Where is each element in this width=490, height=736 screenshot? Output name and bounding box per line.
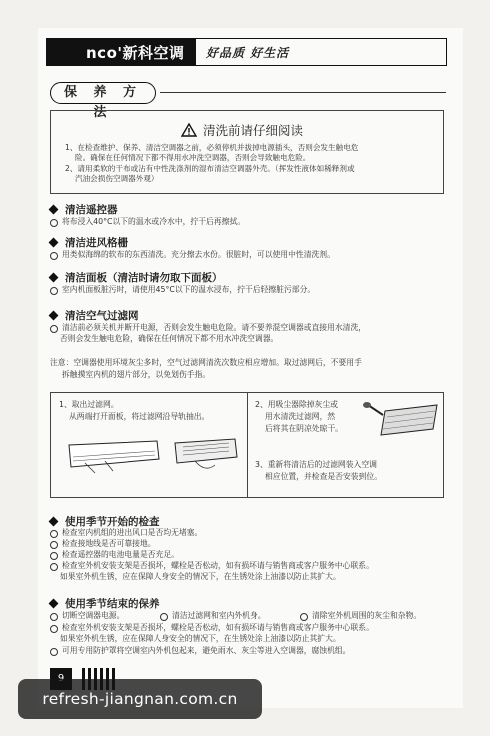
- circle-bullet-icon: [50, 325, 58, 333]
- list-item: [300, 611, 421, 621]
- illustration-divider: [247, 393, 248, 497]
- air-conditioner-illustration: [65, 437, 245, 477]
- section-heading-text: 清洁空气过滤网: [65, 310, 139, 322]
- list-item: [50, 539, 156, 549]
- list-item: [50, 250, 335, 260]
- step-2-line: 后将其在阴凉处晾干。: [265, 424, 343, 433]
- list-item-continued: 否则会发生触电危险，确保在任何情况下都不用水冲洗空调器。: [60, 334, 279, 343]
- circle-bullet-icon: [50, 613, 58, 621]
- step-2-line: 用水清洗过滤网，然: [265, 412, 336, 421]
- list-item: [160, 611, 266, 621]
- list-item-text: 检查遥控器的电池电量是否充足。: [62, 550, 179, 559]
- step-1-desc: 从两端打开面板，将过滤网沿导轨抽出。: [69, 412, 210, 421]
- list-item: [50, 550, 179, 560]
- section-heading-text: 清洁进风格栅: [65, 237, 128, 249]
- circle-bullet-icon: [50, 252, 58, 260]
- diamond-bullet-icon: [49, 205, 59, 215]
- brand-header: [46, 38, 447, 66]
- diamond-bullet-icon: [49, 311, 59, 321]
- note-line: 注意：空调器使用环境灰尘多时，空气过滤网清洗次数应相应增加。取过滤网后，不要用手: [50, 358, 362, 367]
- step-1-title: 1、取出过滤网。: [59, 400, 119, 409]
- list-item-text: 清洁过滤网和室内外机身。: [172, 611, 266, 620]
- circle-bullet-icon: [50, 563, 58, 571]
- warning-line: 汽油会损伤空调器外观）: [75, 174, 159, 183]
- circle-bullet-icon: [50, 287, 58, 295]
- warning-line: 2、请用柔软的干布或沾有中性洗涤剂的湿布清洁空调器外壳。（挥发性液体如稀释剂或: [65, 164, 355, 173]
- section-heading: [50, 202, 118, 217]
- circle-bullet-icon: [300, 613, 308, 621]
- section-heading: [50, 235, 128, 250]
- list-item-text: 将布浸入40°C以下的温水或冷水中，拧干后再擦拭。: [62, 217, 245, 226]
- section-heading: [50, 596, 160, 611]
- circle-bullet-icon: [50, 625, 58, 633]
- list-item-text: 清除室外机周围的灰尘和杂物。: [312, 611, 422, 620]
- warning-icon: [181, 123, 197, 137]
- diamond-bullet-icon: [49, 238, 59, 248]
- list-item: [50, 561, 374, 571]
- circle-bullet-icon: [50, 648, 58, 656]
- list-item-text: 检查室外机安装支架是否损坏，螺栓是否松动，如有损坏请与销售商或客户服务中心联系。: [62, 623, 374, 632]
- brand-logo: nco'新科空调: [46, 39, 196, 65]
- watermark: refresh-jiangnan.com.cn: [18, 679, 262, 719]
- circle-bullet-icon: [50, 530, 58, 538]
- section-heading-text: 使用季节结束的保养: [65, 598, 160, 610]
- circle-bullet-icon: [50, 552, 58, 560]
- section-heading-text: 清洁面板（清洁时请勿取下面板）: [65, 272, 223, 284]
- list-item: [50, 611, 124, 621]
- section-title: 保 养 方 法: [50, 82, 156, 104]
- note-text: [50, 357, 445, 381]
- list-item-text: 检查接地线是否可靠接地。: [62, 539, 156, 548]
- list-item-text: 可用专用防护罩将空调室内外机包起来，避免雨水、灰尘等进入空调器，腐蚀机组。: [62, 646, 351, 655]
- list-item: [50, 323, 366, 333]
- warning-line: 1、在检查维护、保养、清洁空调器之前，必须停机并拔掉电源插头，否则会发生触电危: [65, 143, 359, 152]
- diamond-bullet-icon: [49, 273, 59, 283]
- diamond-bullet-icon: [49, 517, 59, 527]
- step-3-line: 相应位置，并检查是否安装到位。: [265, 472, 382, 481]
- list-item-continued: 如果室外机生锈，应在保障人身安全的情况下，在生锈处涂上油漆以防止其扩大。: [60, 634, 341, 643]
- list-item: [50, 285, 315, 295]
- filter-illustration: [363, 401, 439, 437]
- list-item: [50, 646, 350, 656]
- circle-bullet-icon: [160, 613, 168, 621]
- warning-line: 险。确保在任何情况下都不得用水冲洗空调器，否则会导致触电危险。: [75, 153, 311, 162]
- list-item-continued: 如果室外机生锈，应在保障人身安全的情况下，在生锈处涂上油漆以防止其扩大。: [60, 572, 341, 581]
- list-item: [50, 217, 245, 227]
- warning-title-text: 清洗前请仔细阅读: [203, 123, 304, 138]
- section-heading: [50, 270, 223, 285]
- step-3-line: 3、重新将清洁后的过滤网装入空调: [255, 460, 377, 469]
- section-heading: [50, 514, 160, 529]
- circle-bullet-icon: [50, 219, 58, 227]
- list-item-text: 检查室外机安装支架是否损坏，螺栓是否松动，如有损坏请与销售商或客户服务中心联系。: [62, 561, 374, 570]
- list-item-text: 室内机面板脏污时，请使用45°C以下的温水浸布，拧干后轻擦脏污部分。: [62, 285, 316, 294]
- warning-box: [50, 110, 444, 194]
- illustration-box: [50, 392, 444, 498]
- section-divider: [160, 92, 446, 93]
- list-item-text: 检查室内机组的进出风口是否均无堵塞。: [62, 528, 203, 537]
- warning-title: [181, 121, 303, 139]
- note-line: 拆触摸室内机的翅片部分，以免划伤手指。: [62, 370, 211, 379]
- step-2-line: 2、用吸尘器除掉灰尘或: [255, 400, 338, 409]
- list-item-text: 切断空调器电源。: [62, 611, 125, 620]
- section-heading-text: 清洁遥控器: [65, 204, 118, 216]
- list-item-text: 用类似海绵的软布的东西清洗。充分擦去水份。很脏时，可以使用中性清洗剂。: [62, 250, 335, 259]
- circle-bullet-icon: [50, 541, 58, 549]
- list-item-text: 清洁前必须关机并断开电源，否则会发生触电危险。请不要养混空调器或直接用水清洗，: [62, 323, 367, 332]
- diamond-bullet-icon: [49, 599, 59, 609]
- section-heading: [50, 308, 139, 323]
- list-item: [50, 623, 374, 633]
- list-item: [50, 528, 202, 538]
- section-heading-text: 使用季节开始的检查: [65, 516, 160, 528]
- brand-slogan: 好品质 好生活: [206, 45, 290, 60]
